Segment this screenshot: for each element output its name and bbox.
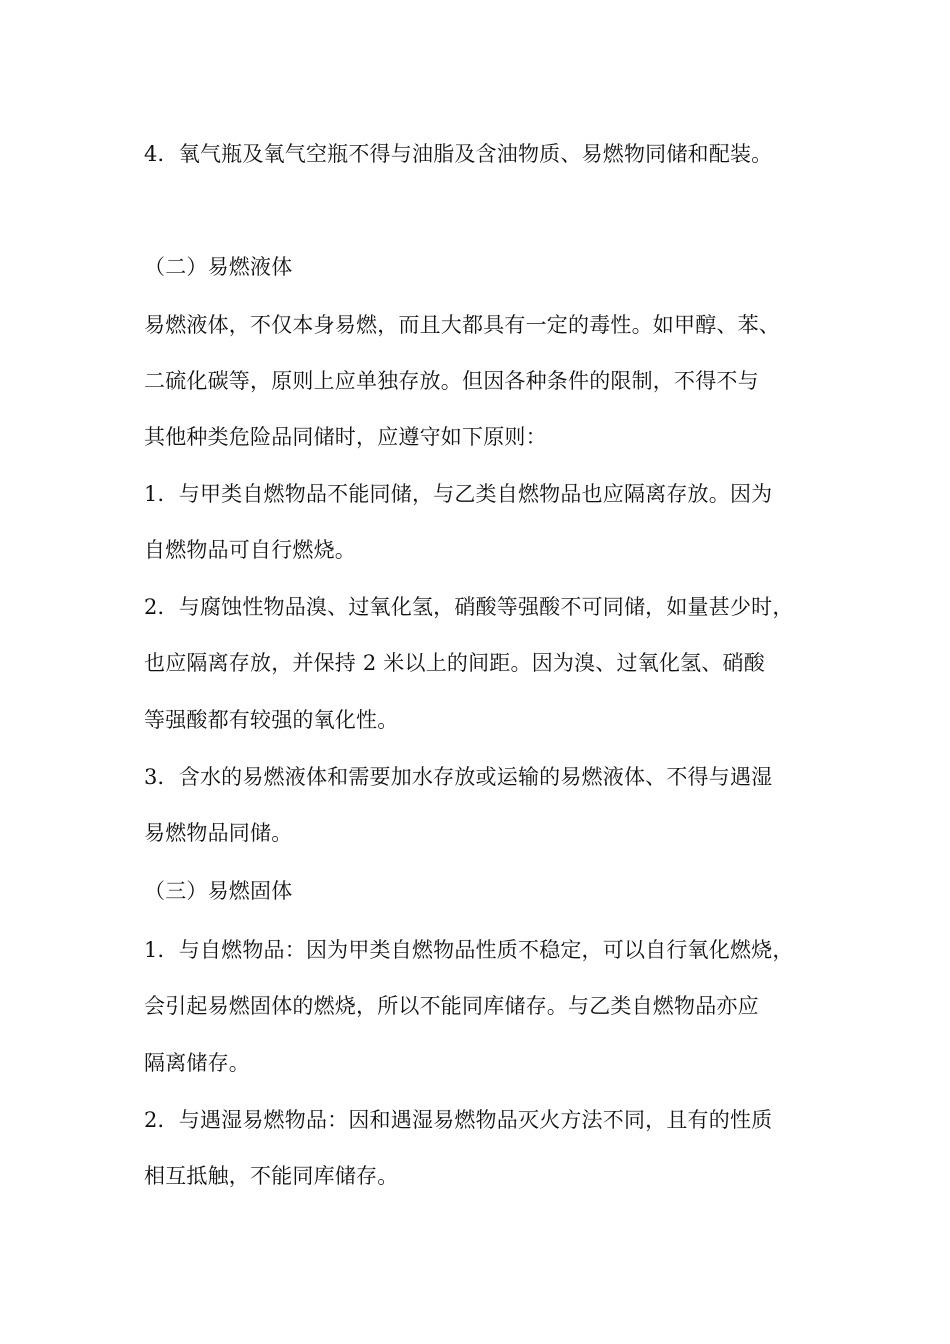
rule-item-2-line: 2．与腐蚀性物品溴、过氧化氢，硝酸等强酸不可同储，如量甚少时， bbox=[144, 595, 794, 619]
section-heading-flammable-solids: （三）易燃固体 bbox=[144, 879, 293, 903]
rule-item-1-line: 1．与甲类自燃物品不能同储，与乙类自燃物品也应隔离存放。因为 bbox=[144, 482, 773, 506]
section-heading-flammable-liquids: （二）易燃液体 bbox=[144, 255, 293, 279]
solid-rule-item-1-line: 会引起易燃固体的燃烧，所以不能同库储存。与乙类自燃物品亦应 bbox=[144, 994, 759, 1018]
rule-item-3-line: 易燃物品同储。 bbox=[144, 821, 293, 845]
rule-item-1-line: 自燃物品可自行燃烧。 bbox=[144, 538, 356, 562]
rule-item-2-line: 也应隔离存放，并保持 2 米以上的间距。因为溴、过氧化氢、硝酸 bbox=[144, 651, 765, 675]
solid-rule-item-2-line: 相互抵触，不能同库储存。 bbox=[144, 1164, 399, 1188]
paragraph-line: 其他种类危险品同储时，应遵守如下原则： bbox=[144, 425, 547, 449]
solid-rule-item-1-line: 隔离储存。 bbox=[144, 1051, 250, 1075]
solid-rule-item-2-line: 2．与遇湿易燃物品：因和遇湿易燃物品灭火方法不同，且有的性质 bbox=[144, 1108, 773, 1132]
rule-item-2-line: 等强酸都有较强的氧化性。 bbox=[144, 708, 399, 732]
paragraph-oxygen-cylinder: 4．氧气瓶及氧气空瓶不得与油脂及含油物质、易燃物同储和配装。 bbox=[144, 142, 773, 166]
rule-item-3-line: 3．含水的易燃液体和需要加水存放或运输的易燃液体、不得与遇湿 bbox=[144, 765, 773, 789]
paragraph-line: 易燃液体，不仅本身易燃，而且大都具有一定的毒性。如甲醇、苯、 bbox=[144, 313, 780, 337]
paragraph-line: 二硫化碳等，原则上应单独存放。但因各种条件的限制，不得不与 bbox=[144, 369, 759, 393]
solid-rule-item-1-line: 1．与自燃物品：因为甲类自燃物品性质不稳定，可以自行氧化燃烧， bbox=[144, 938, 794, 962]
